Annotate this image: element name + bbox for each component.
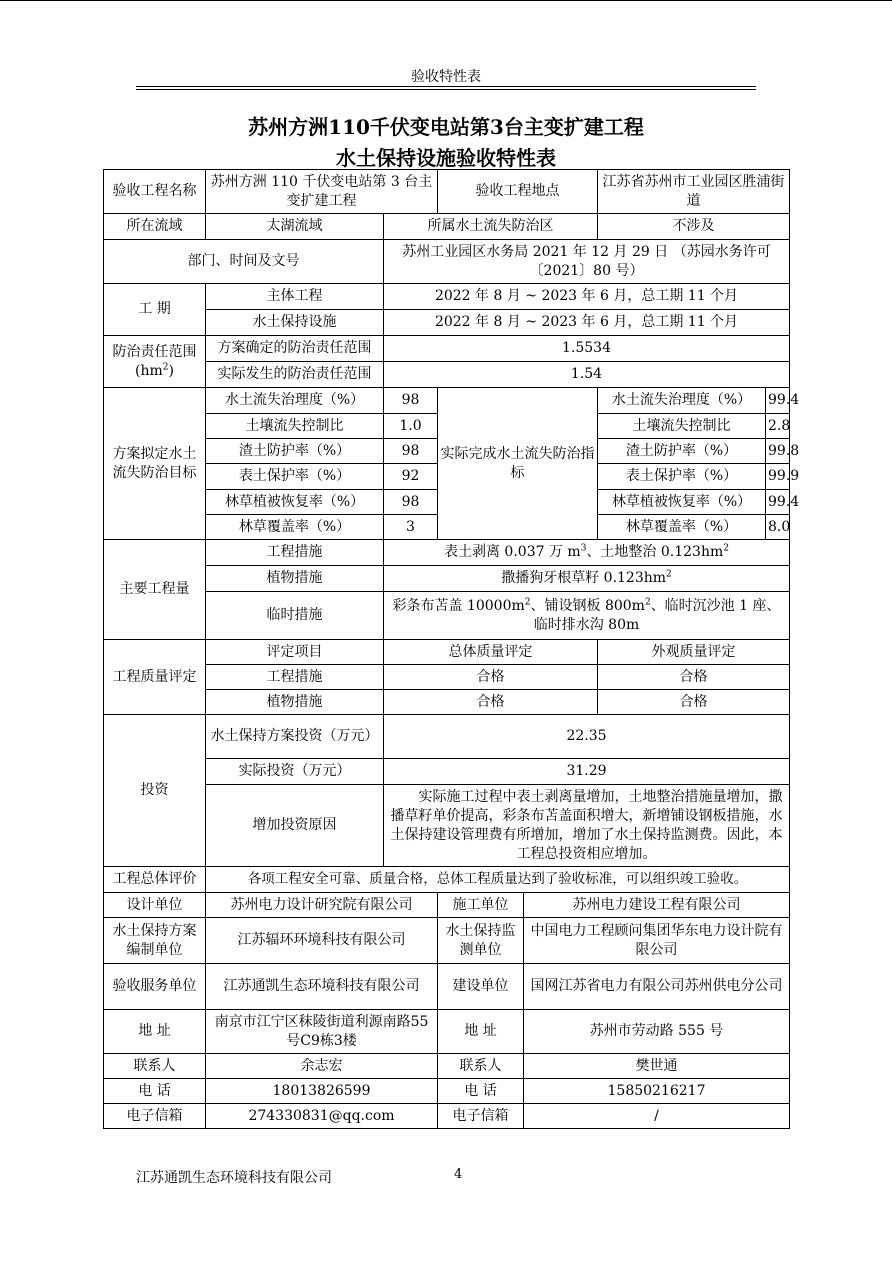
target-actual-name: 土壤流失控制比 bbox=[598, 414, 766, 439]
target-plan-value: 98 bbox=[384, 490, 438, 515]
phone-left: 18013826599 bbox=[206, 1079, 438, 1104]
investment-actual-label: 实际投资（万元） bbox=[206, 759, 384, 785]
doc-title-line1: 苏州方洲110千伏变电站第3台主变扩建工程 bbox=[248, 115, 644, 139]
investment-actual: 31.29 bbox=[384, 759, 790, 785]
email-label-right: 电子信箱 bbox=[438, 1104, 524, 1129]
works-eng: 表土剥离 0.037 万 $m^3$、土地整治 $0.123hm^2$ bbox=[384, 540, 790, 566]
basin-label: 所在流域 bbox=[104, 214, 206, 240]
scope-label-cell bbox=[104, 336, 206, 388]
scope-plan-label: 方案确定的防治责任范围 bbox=[206, 336, 384, 362]
evaluation-label: 工程总体评价 bbox=[104, 867, 206, 893]
project-name-label: 验收工程名称 bbox=[104, 170, 206, 214]
plan-unit-label: 水土保持方案编制单位 bbox=[104, 918, 206, 964]
target-actual-value: 99.9 bbox=[766, 464, 790, 490]
works-temp-label: 临时措施 bbox=[206, 592, 384, 640]
email-label-left: 电子信箱 bbox=[104, 1104, 206, 1129]
contact-right: 樊世通 bbox=[524, 1054, 790, 1079]
target-actual-name: 渣土防护率（%） bbox=[598, 439, 766, 464]
phone-label-right: 电 话 bbox=[438, 1079, 524, 1104]
investment-reason-label: 增加投资原因 bbox=[206, 785, 384, 867]
investment-plan-label: 水土保持方案投资（万元） bbox=[206, 715, 384, 759]
construct-unit: 苏州电力建设工程有限公司 bbox=[524, 893, 790, 918]
basin-value: 太湖流域 bbox=[206, 214, 384, 240]
investment-reason: 实际施工过程中表土剥离量增加，土地整治措施量增加，撒播草籽单价提高，彩条布苫盖面积增大，新增铺设钢板措施，水土保持建设管理费有所增加，增加了水土保持监测费。因此，本工程总投资相应增加。 bbox=[384, 785, 790, 867]
contact-label-left: 联系人 bbox=[104, 1054, 206, 1079]
monitor-label: 水土保持监测单位 bbox=[438, 918, 524, 964]
address-label-left: 地 址 bbox=[104, 1010, 206, 1054]
target-actual-value: 8.0 bbox=[766, 515, 790, 540]
scope-actual: 1.54 bbox=[384, 362, 790, 388]
period-main-label: 主体工程 bbox=[206, 284, 384, 310]
project-name: 苏州方洲 110 千伏变电站第 3 台主变扩建工程 bbox=[206, 170, 438, 214]
acceptance-table bbox=[103, 169, 800, 1129]
project-location: 江苏省苏州市工业园区胜浦街道 bbox=[598, 170, 790, 214]
quality-overall: 合格 bbox=[384, 690, 598, 715]
investment-plan: 22.35 bbox=[384, 715, 790, 759]
target-name: 林草覆盖率（%） bbox=[206, 515, 384, 540]
period-wsc-label: 水土保持设施 bbox=[206, 310, 384, 336]
header-rule bbox=[136, 86, 756, 90]
doc-title-line2: 水土保持设施验收特性表 bbox=[336, 146, 556, 170]
target-actual-value: 99.4 bbox=[766, 490, 790, 515]
scope-unit-sup: 2 bbox=[162, 361, 169, 372]
approval-label: 部门、时间及文号 bbox=[104, 240, 384, 284]
project-location-label: 验收工程地点 bbox=[438, 170, 598, 214]
target-plan-value: 98 bbox=[384, 439, 438, 464]
footer-company: 江苏通凯生态环境科技有限公司 bbox=[136, 1170, 332, 1186]
address-label-right: 地 址 bbox=[438, 1010, 524, 1054]
scope-actual-label: 实际发生的防治责任范围 bbox=[206, 362, 384, 388]
contact-label-right: 联系人 bbox=[438, 1054, 524, 1079]
address-right: 苏州市劳动路 555 号 bbox=[524, 1010, 790, 1054]
quality-item: 植物措施 bbox=[206, 690, 384, 715]
target-actual-name: 水土流失治理度（%） bbox=[598, 388, 766, 414]
targets-actual-label: 实际完成水土流失防治指标 bbox=[438, 388, 598, 540]
target-actual-name: 林草植被恢复率（%） bbox=[598, 490, 766, 515]
target-plan-value: 92 bbox=[384, 464, 438, 490]
target-name: 水土流失治理度（%） bbox=[206, 388, 384, 414]
scope-unit-end: ) bbox=[168, 362, 174, 379]
zone-label: 所属水土流失防治区 bbox=[384, 214, 598, 240]
quality-col1: 评定项目 bbox=[206, 640, 384, 665]
scope-unit: (hm bbox=[135, 362, 163, 379]
quality-appearance: 合格 bbox=[598, 690, 790, 715]
target-actual-value: 99.4 bbox=[766, 388, 790, 414]
scope-label: 防治责任范围 bbox=[112, 343, 197, 360]
works-plant-label: 植物措施 bbox=[206, 566, 384, 592]
quality-col2: 总体质量评定 bbox=[384, 640, 598, 665]
page-number: 4 bbox=[454, 1167, 463, 1182]
period-label: 工 期 bbox=[104, 284, 206, 336]
design-unit: 苏州电力设计研究院有限公司 bbox=[206, 893, 438, 918]
owner-unit: 国网江苏省电力有限公司苏州供电分公司 bbox=[524, 964, 790, 1010]
construct-label: 施工单位 bbox=[438, 893, 524, 918]
scope-plan: 1.5534 bbox=[384, 336, 790, 362]
plan-unit: 江苏辐环环境科技有限公司 bbox=[206, 918, 438, 964]
works-temp: 彩条布苫盖 $10000m^2$、铺设钢板 $800m^2$、临时沉沙池 1 座、临时排水沟 80m bbox=[384, 592, 790, 640]
quality-appearance: 合格 bbox=[598, 665, 790, 690]
zone-value: 不涉及 bbox=[598, 214, 790, 240]
works-label: 主要工程量 bbox=[104, 540, 206, 640]
quality-overall: 合格 bbox=[384, 665, 598, 690]
email-left: 274330831@qq.com bbox=[206, 1104, 438, 1129]
period-main: 2022 年 8 月 ~ 2023 年 6 月，总工期 11 个月 bbox=[384, 284, 790, 310]
target-actual-name: 林草覆盖率（%） bbox=[598, 515, 766, 540]
works-eng-label: 工程措施 bbox=[206, 540, 384, 566]
contact-left: 余志宏 bbox=[206, 1054, 438, 1079]
target-plan-value: 3 bbox=[384, 515, 438, 540]
target-plan-value: 98 bbox=[384, 388, 438, 414]
phone-right: 15850216217 bbox=[524, 1079, 790, 1104]
works-plant: 撒播狗牙根草籽 $0.123hm^2$ bbox=[384, 566, 790, 592]
quality-label: 工程质量评定 bbox=[104, 640, 206, 715]
email-right: / bbox=[524, 1104, 790, 1129]
phone-label-left: 电 话 bbox=[104, 1079, 206, 1104]
target-actual-value: 2.8 bbox=[766, 414, 790, 439]
target-name: 林草植被恢复率（%） bbox=[206, 490, 384, 515]
page-header: 验收特性表 bbox=[411, 69, 481, 85]
monitor-unit: 中国电力工程顾问集团华东电力设计院有限公司 bbox=[524, 918, 790, 964]
address-left: 南京市江宁区秣陵街道利源南路55号C9栋3楼 bbox=[206, 1010, 438, 1054]
design-label: 设计单位 bbox=[104, 893, 206, 918]
target-plan-value: 1.0 bbox=[384, 414, 438, 439]
targets-plan-label: 方案拟定水土流失防治目标 bbox=[104, 388, 206, 540]
service-unit: 江苏通凯生态环境科技有限公司 bbox=[206, 964, 438, 1010]
owner-label: 建设单位 bbox=[438, 964, 524, 1010]
service-label: 验收服务单位 bbox=[104, 964, 206, 1010]
evaluation-text: 各项工程安全可靠、质量合格，总体工程质量达到了验收标准，可以组织竣工验收。 bbox=[206, 867, 790, 893]
target-name: 渣土防护率（%） bbox=[206, 439, 384, 464]
quality-col3: 外观质量评定 bbox=[598, 640, 790, 665]
target-actual-value: 99.8 bbox=[766, 439, 790, 464]
period-wsc: 2022 年 8 月 ~ 2023 年 6 月，总工期 11 个月 bbox=[384, 310, 790, 336]
approval-value: 苏州工业园区水务局 2021 年 12 月 29 日 （苏园水务许可〔2021〕80 号） bbox=[384, 240, 790, 284]
page-top-border bbox=[0, 0, 892, 1]
target-name: 土壤流失控制比 bbox=[206, 414, 384, 439]
quality-item: 工程措施 bbox=[206, 665, 384, 690]
target-name: 表土保护率（%） bbox=[206, 464, 384, 490]
target-actual-name: 表土保护率（%） bbox=[598, 464, 766, 490]
investment-label: 投资 bbox=[104, 715, 206, 867]
